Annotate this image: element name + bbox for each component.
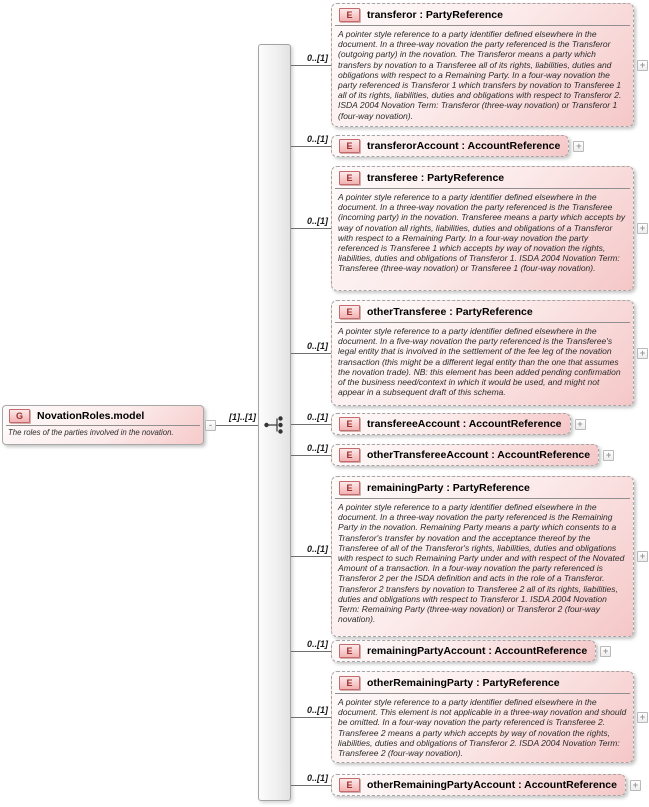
- cardinality-label: 0..[1]: [306, 412, 328, 422]
- connector-line: [291, 785, 331, 786]
- element-box-otherRemainingPartyAccount[interactable]: [331, 774, 626, 796]
- group-annotation: The roles of the parties involved in the novation.: [8, 428, 174, 437]
- connector-line: [291, 146, 331, 147]
- cardinality-label: 0..[1]: [306, 341, 328, 351]
- group-box-novationroles-model[interactable]: [2, 405, 204, 445]
- element-annotation: A pointer style reference to a party identifier defined elsewhere in the document. This element is not applicable in a three-way novation and should be omitted. In a four-way novation the party referenced is Transferee 2. Transferee 2 means a party which accepts by way of novation the rights, liabilities, duties and obligations of Transferor 2. ISDA 2004 Novation Term: Transferee 2 (four-way novation).: [338, 697, 627, 759]
- connector-line: [291, 228, 331, 229]
- cardinality-label: 0..[1]: [306, 639, 328, 649]
- expand-toggle[interactable]: +: [600, 646, 611, 657]
- cardinality-label: 0..[1]: [306, 53, 328, 63]
- element-label: transferor : PartyReference: [367, 9, 503, 21]
- element-row: [331, 413, 586, 435]
- element-row: [331, 774, 641, 796]
- element-box-transferor[interactable]: [331, 3, 634, 127]
- element-label: transfereeAccount : AccountReference: [367, 418, 562, 430]
- element-annotation: A pointer style reference to a party identifier defined elsewhere in the document. In a three-way novation the party referenced is the Transferor (outgoing party) in the novation. The Transferor means a party which transfers by novation to a Transferee all of its rights, liabilities, duties and obligations with respect to a Remaining Party. In a four-way novation the party referenced is Transferor 1 which transfers by novation to Transferee 1 all of its rights, liabilities, duties and obligations with respect to Transferor 2. ISDA 2004 Novation Term: Transferor (three-way novation) or Transferor 1 (four-way novation).: [338, 29, 622, 121]
- element-box-otherTransfereeAccount[interactable]: [331, 444, 599, 466]
- element-label: transferee : PartyReference: [367, 172, 505, 184]
- cardinality-label: 0..[1]: [306, 134, 328, 144]
- element-title: [332, 672, 633, 693]
- element-icon: E: [339, 417, 360, 431]
- element-label: otherTransferee : PartyReference: [367, 306, 533, 318]
- element-icon: E: [339, 139, 360, 153]
- expand-toggle[interactable]: +: [637, 223, 648, 234]
- element-icon: E: [339, 448, 360, 462]
- element-icon: E: [339, 644, 360, 658]
- element-icon: E: [339, 8, 360, 22]
- expand-toggle[interactable]: +: [637, 60, 648, 71]
- element-icon: E: [339, 481, 360, 495]
- element-box-otherRemainingParty[interactable]: [331, 671, 634, 763]
- element-box-transfereeAccount[interactable]: [331, 413, 571, 435]
- element-title: [332, 167, 633, 188]
- element-row: [331, 640, 611, 662]
- element-box-remainingPartyAccount[interactable]: [331, 640, 596, 662]
- element-box-otherTransferee[interactable]: [331, 300, 634, 406]
- element-row: [331, 444, 614, 466]
- cardinality-label: [1]..[1]: [229, 412, 256, 422]
- element-label: otherRemainingParty : PartyReference: [367, 677, 560, 689]
- element-title: [332, 775, 625, 795]
- element-label: otherTransfereeAccount : AccountReference: [367, 449, 591, 461]
- group-title: [3, 406, 203, 425]
- expand-toggle[interactable]: +: [637, 348, 648, 359]
- expand-toggle[interactable]: +: [573, 141, 584, 152]
- expand-toggle[interactable]: +: [637, 551, 648, 562]
- group-label: NovationRoles.model: [37, 410, 145, 422]
- element-label: remainingPartyAccount : AccountReference: [367, 645, 588, 657]
- connector-line: [291, 717, 331, 718]
- element-icon: E: [339, 676, 360, 690]
- expand-toggle[interactable]: +: [630, 780, 641, 791]
- connector-line: [291, 455, 331, 456]
- cardinality-label: 0..[1]: [306, 216, 328, 226]
- element-box-transferee[interactable]: [331, 166, 634, 291]
- element-annotation: A pointer style reference to a party identifier defined elsewhere in the document. In a three-way novation the party referenced is the Remaining Party in the novation. Remaining Party means a party which consents to a Transferor's transfer by novation and the acceptance thereof by the Transferee of all of the Transferor's rights, liabilities, duties and obligations with respect to such Remaining Party under and with respect of the Novated Amount of a transaction. In a four-way novation the party referenced is Transferor 2 per the ISDA definition and acts in the role of a Transferor. Transferor 2 transfers by novation to Transferee 2 all of its rights, liabilities, duties and obligations with respect to Transferor 1. ISDA 2004 Novation Term: Remaining Party (three-way novation) or Transferor 2 (four-way novation).: [338, 502, 625, 625]
- element-annotation: A pointer style reference to a party identifier defined elsewhere in the document. In a three-way novation the party referenced is the Transferee (incoming party) in the novation. Transferee means a party which accepts by way of novation all rights, liabilities, duties and obligations of a Transferor with respect to a Remaining Party. In a four-way novation the party referenced is Transferee 1 which accepts by way of novation the rights, liabilities, duties and obligations of Transferor 1. ISDA 2004 Novation Term: Transferee (three-way novation) or Transferee 1 (four-way novation).: [338, 192, 626, 274]
- element-title: [332, 4, 633, 25]
- connector-line: [291, 651, 331, 652]
- element-box-remainingParty[interactable]: [331, 476, 634, 637]
- group-icon: G: [9, 409, 30, 423]
- element-row: [331, 135, 584, 157]
- cardinality-label: 0..[1]: [306, 544, 328, 554]
- connector-line: [216, 425, 258, 426]
- element-icon: E: [339, 171, 360, 185]
- expand-toggle[interactable]: +: [575, 419, 586, 430]
- connector-line: [291, 353, 331, 354]
- connector-line: [291, 424, 331, 425]
- element-annotation: A pointer style reference to a party identifier defined elsewhere in the document. In a five-way novation the party referenced is the Transferee's legal entity that is involved in the settlement of the fee leg of the novation transaction (this might be a different legal entity than the one that assumes the novation trade). NB: this element has been added pending confirmation of the business need/context in which it would be used, and might not appear in a subsequent draft of this schema.: [338, 326, 621, 398]
- element-label: otherRemainingPartyAccount : AccountReference: [367, 779, 617, 791]
- element-title: [332, 445, 598, 465]
- element-icon: E: [339, 778, 360, 792]
- element-label: transferorAccount : AccountReference: [367, 140, 561, 152]
- element-icon: E: [339, 305, 360, 319]
- connector-line: [291, 65, 331, 66]
- expand-toggle[interactable]: +: [603, 450, 614, 461]
- element-title: [332, 136, 568, 156]
- cardinality-label: 0..[1]: [306, 705, 328, 715]
- element-label: remainingParty : PartyReference: [367, 482, 530, 494]
- element-title: [332, 301, 633, 322]
- cardinality-label: 0..[1]: [306, 443, 328, 453]
- element-box-transferorAccount[interactable]: [331, 135, 569, 157]
- element-title: [332, 414, 570, 434]
- expand-toggle[interactable]: +: [637, 712, 648, 723]
- collapse-toggle[interactable]: -: [205, 420, 216, 431]
- cardinality-label: 0..[1]: [306, 773, 328, 783]
- element-title: [332, 641, 595, 661]
- element-title: [332, 477, 633, 498]
- connector-line: [291, 556, 331, 557]
